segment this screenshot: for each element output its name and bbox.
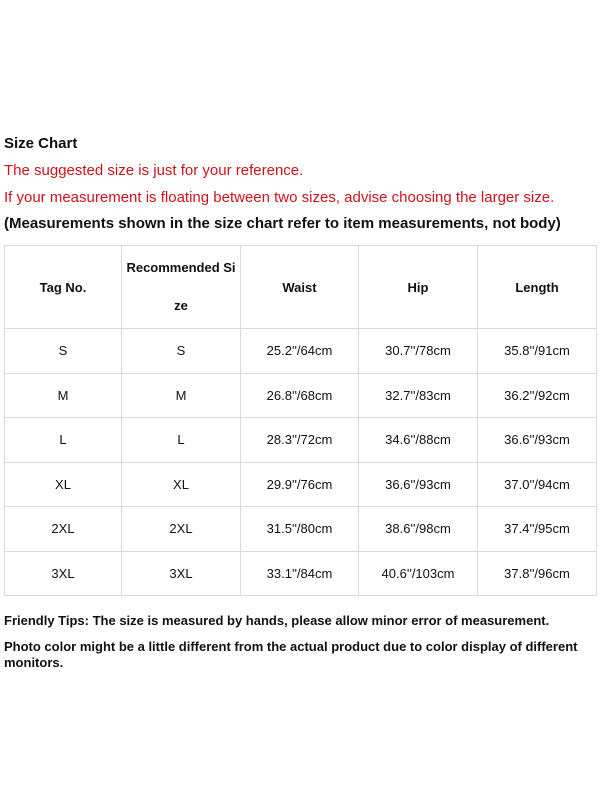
- cell-waist: 28.3''/72cm: [241, 418, 359, 463]
- table-row: [5, 462, 597, 507]
- table-row: [5, 373, 597, 418]
- cell-tag: S: [5, 329, 122, 374]
- table-row: [5, 507, 597, 552]
- cell-recommended: L: [122, 418, 241, 463]
- cell-length: 36.6''/93cm: [478, 418, 597, 463]
- cell-tag: 2XL: [5, 507, 122, 552]
- cell-hip: 32.7''/83cm: [359, 373, 478, 418]
- header-tag-no: Tag No.: [5, 246, 122, 329]
- friendly-tips: Friendly Tips: The size is measured by hands, please allow minor error of measurement.: [4, 613, 550, 628]
- cell-hip: 38.6''/98cm: [359, 507, 478, 552]
- table-row: [5, 329, 597, 374]
- header-waist: Waist: [241, 246, 359, 329]
- cell-tag: 3XL: [5, 551, 122, 596]
- floating-size-note: If your measurement is floating between two sizes, advise choosing the larger size.: [4, 189, 555, 206]
- cell-tag: L: [5, 418, 122, 463]
- size-table: [4, 245, 597, 596]
- cell-recommended: M: [122, 373, 241, 418]
- cell-length: 36.2''/92cm: [478, 373, 597, 418]
- header-hip: Hip: [359, 246, 478, 329]
- cell-recommended: XL: [122, 462, 241, 507]
- cell-waist: 33.1''/84cm: [241, 551, 359, 596]
- cell-length: 35.8''/91cm: [478, 329, 597, 374]
- cell-length: 37.8''/96cm: [478, 551, 597, 596]
- cell-recommended: 3XL: [122, 551, 241, 596]
- cell-length: 37.4''/95cm: [478, 507, 597, 552]
- cell-tag: XL: [5, 462, 122, 507]
- cell-recommended: 2XL: [122, 507, 241, 552]
- table-header-row: [5, 246, 597, 329]
- cell-waist: 25.2''/64cm: [241, 329, 359, 374]
- page-title: Size Chart: [4, 135, 78, 152]
- cell-waist: 31.5''/80cm: [241, 507, 359, 552]
- cell-hip: 40.6''/103cm: [359, 551, 478, 596]
- cell-waist: 26.8''/68cm: [241, 373, 359, 418]
- cell-recommended: S: [122, 329, 241, 374]
- photo-color-tip: Photo color might be a little different from the actual product due to color display of different monitors.: [4, 639, 578, 670]
- header-recommended-size-label: Recommended Size: [126, 260, 236, 313]
- cell-hip: 36.6''/93cm: [359, 462, 478, 507]
- cell-waist: 29.9''/76cm: [241, 462, 359, 507]
- table-row: [5, 551, 597, 596]
- reference-note: The suggested size is just for your reference.: [4, 162, 304, 179]
- measurement-disclaimer: (Measurements shown in the size chart refer to item measurements, not body): [4, 215, 561, 232]
- cell-tag: M: [5, 373, 122, 418]
- header-recommended-size: [122, 246, 241, 329]
- table-row: [5, 418, 597, 463]
- cell-hip: 34.6''/88cm: [359, 418, 478, 463]
- cell-length: 37.0''/94cm: [478, 462, 597, 507]
- header-length: Length: [478, 246, 597, 329]
- cell-hip: 30.7''/78cm: [359, 329, 478, 374]
